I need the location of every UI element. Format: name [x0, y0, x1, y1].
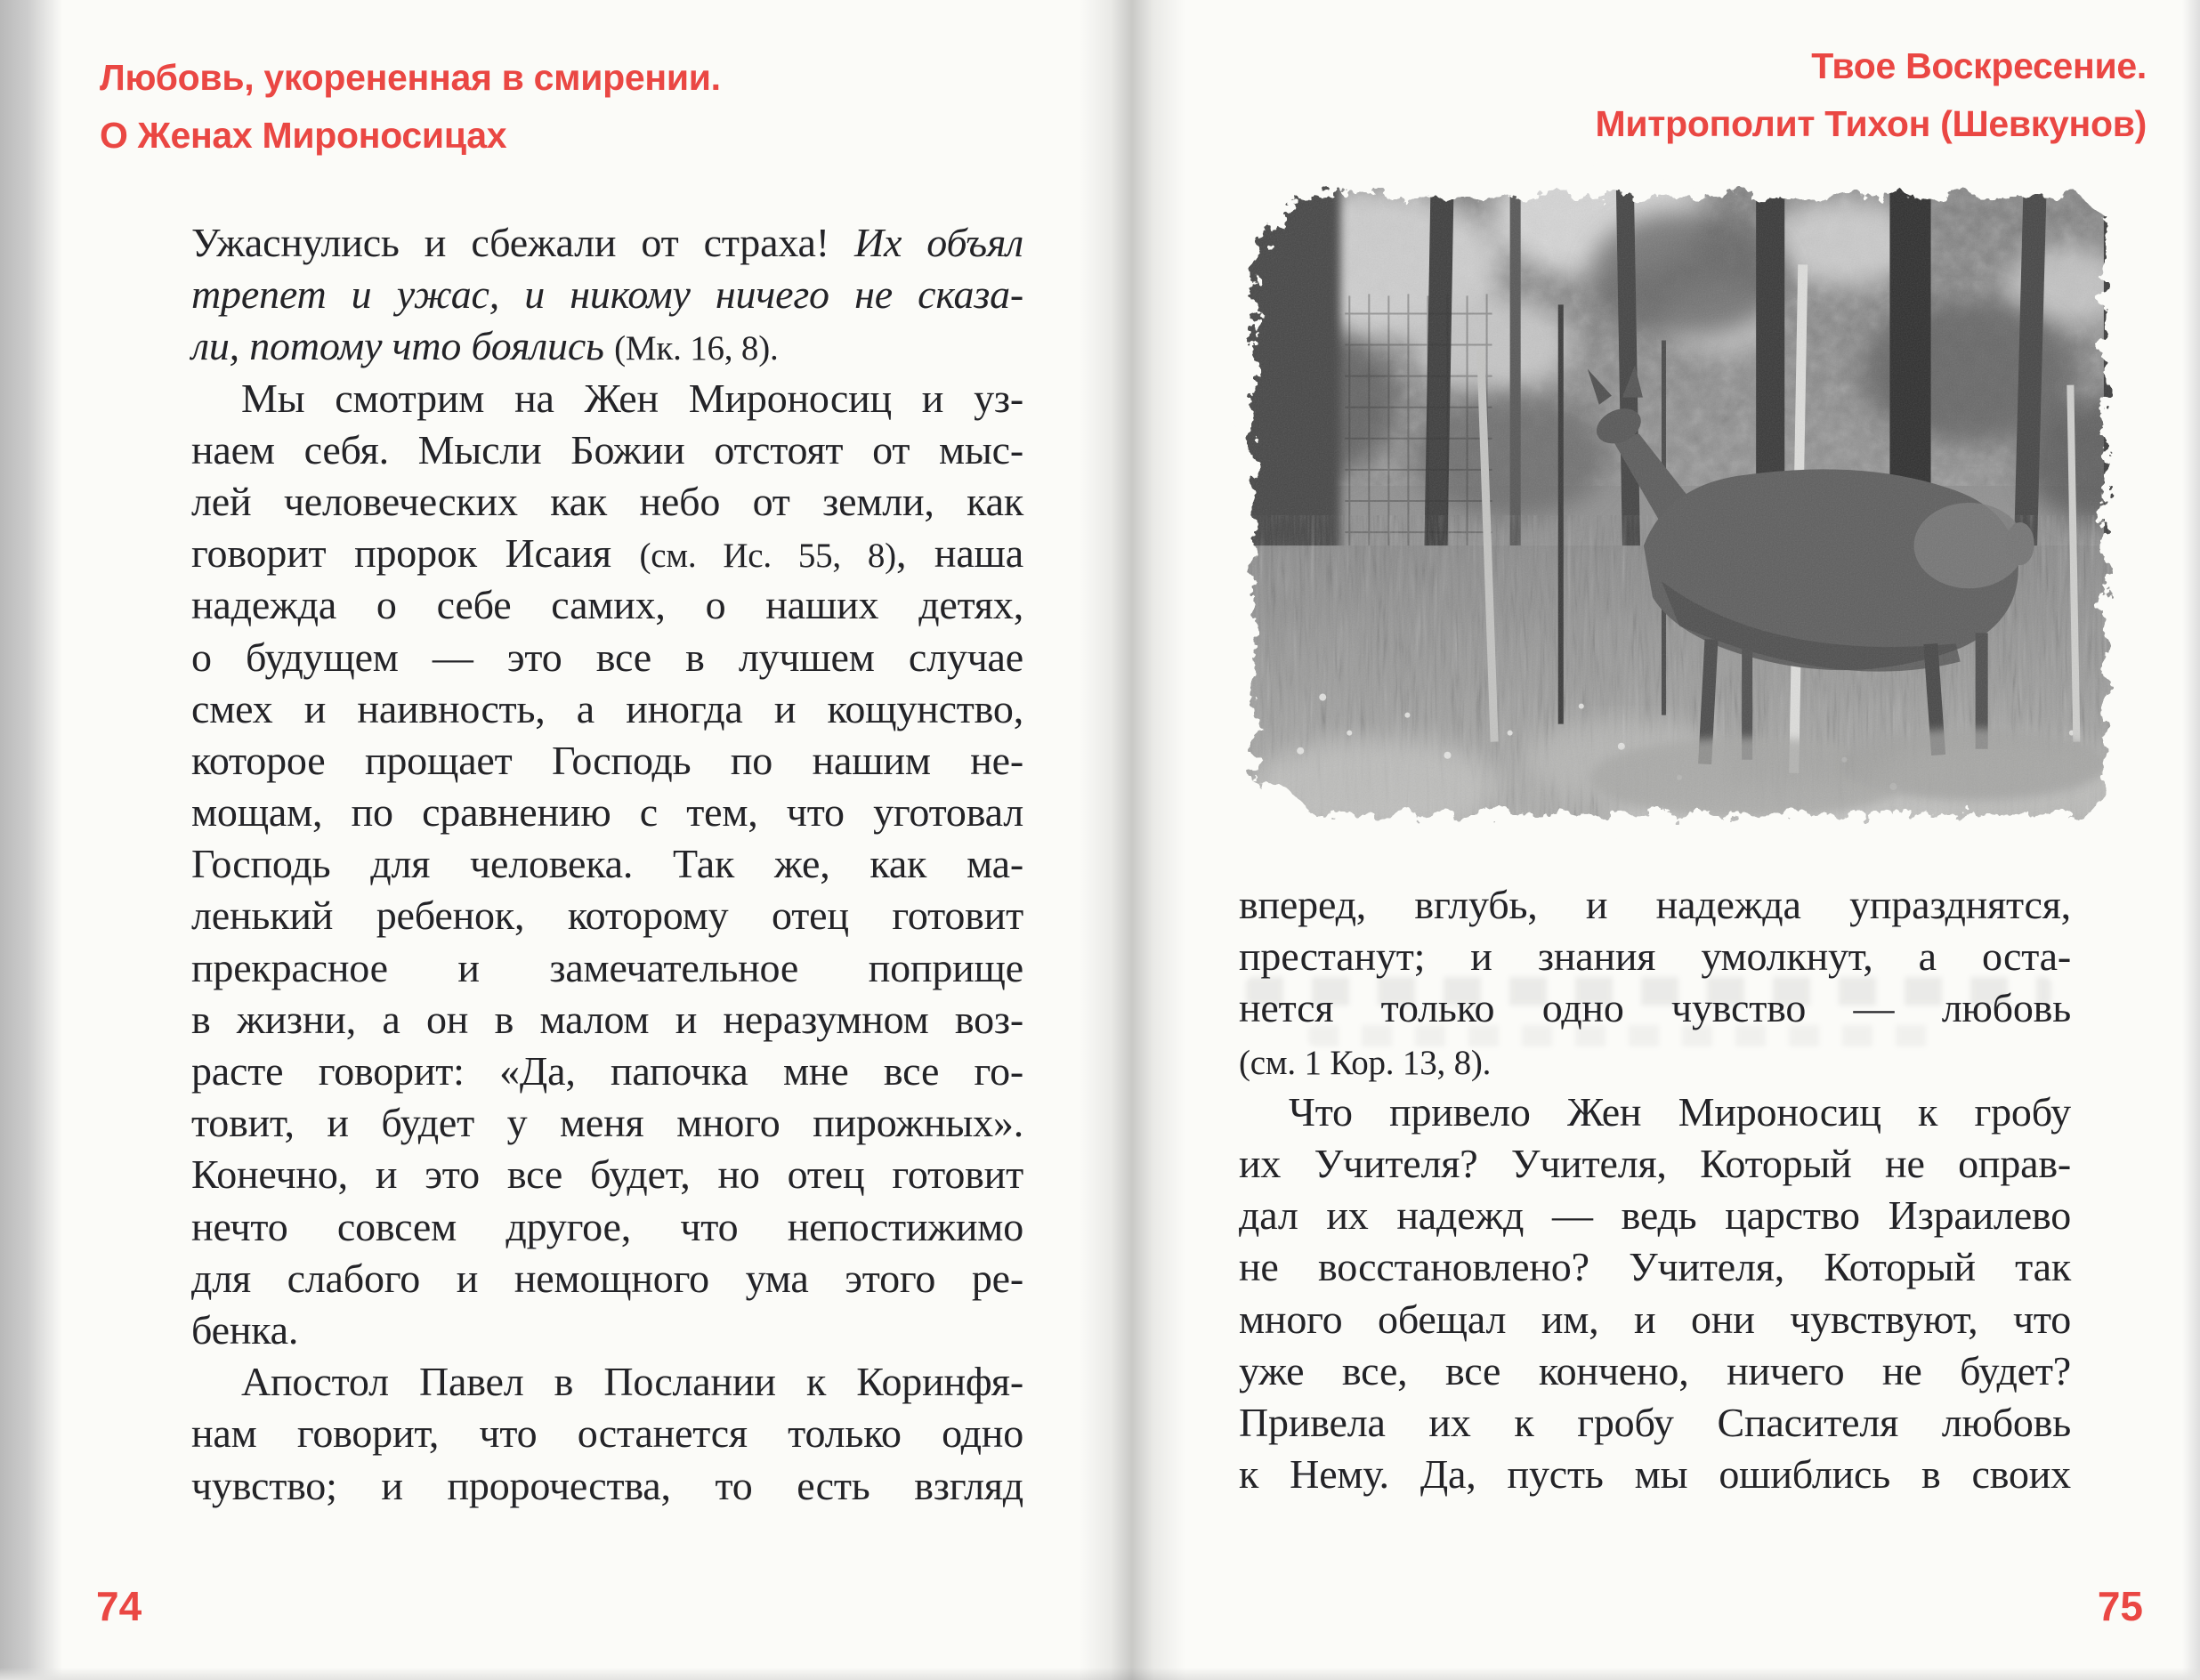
deer-forest-photo [1216, 162, 2143, 849]
running-header-right-line1: Твое Воскресение. [1811, 45, 2147, 86]
text-line: Конечно, и это все будет, но отец готовит [191, 1151, 1023, 1198]
scan-edge-right [2182, 0, 2200, 1680]
text-line: мощам, по сравнению с тем, что уготовал [191, 789, 1023, 836]
text-line: трепет и ужас, и никому ничего не сказа- [191, 271, 1023, 318]
running-header-right-line2: Митрополит Тихон (Шевкунов) [1595, 103, 2147, 144]
text-line: в жизни, а он в малом и неразумном воз- [191, 996, 1023, 1042]
text-line: ли, потому что боялись (Мк. 16, 8). [191, 323, 779, 369]
page-number-right: 75 [2097, 1583, 2143, 1629]
text-line: престанут; и знания умолкнут, а оста- [1239, 933, 2071, 980]
text-line: бенка. [191, 1306, 299, 1353]
text-line: прекрасное и замечательное поприще [191, 944, 1023, 990]
text-line: ленький ребенок, которому отец готовит [191, 892, 1023, 939]
text-line: Господь для человека. Так же, как ма- [191, 841, 1023, 887]
text-line: Ужаснулись и сбежали от страха! Их объял [191, 220, 1023, 265]
text-line: лей человеческих как небо от земли, как [191, 478, 1023, 524]
text-line: нам говорит, что останется только одно [191, 1410, 1023, 1457]
text-line: которое прощает Господь по нашим не- [191, 737, 1023, 783]
text-line: дал их надежд — ведь царство Израилево [1239, 1192, 2071, 1239]
text-line: Мы смотрим на Жен Мироносиц и уз- [241, 375, 1023, 421]
running-header-left-line2: О Женах Мироносицах [100, 115, 507, 156]
text-line: к Нему. Да, пусть мы ошиблись в своих [1239, 1451, 2071, 1498]
running-header-left [100, 49, 721, 165]
deer-forest-photo-art [1216, 162, 2143, 849]
text-line: Апостол Павел в Послании к Коринфя- [241, 1359, 1023, 1405]
text-line: нется только одно чувство — любовь [1239, 985, 2071, 1031]
text-line: чувство; и пророчества, то есть взгляд [191, 1462, 1023, 1508]
book-gutter-shadow [1079, 0, 1185, 1680]
body-text-right [1239, 879, 2071, 1500]
scan-edge-left [0, 0, 62, 1680]
text-line: наем себя. Мысли Божии отстоят от мыс- [191, 426, 1023, 472]
text-line: товит, и будет у меня много пирожных». [191, 1100, 1023, 1146]
text-line: Что привело Жен Мироносиц к гробу [1289, 1088, 2071, 1135]
text-line: Привела их к гробу Спасителя любовь [1239, 1399, 2071, 1445]
running-header-left-line1: Любовь, укорененная в смирении. [100, 57, 721, 98]
text-line: говорит пророк Исаия (см. Ис. 55, 8), наша [191, 530, 1023, 577]
text-line: нечто совсем другое, что непостижимо [191, 1203, 1023, 1249]
page-number-left: 74 [96, 1583, 142, 1629]
text-line: смех и наивность, а иногда и кощунство, [191, 685, 1023, 731]
text-line: о будущем — это все в лучшем случае [191, 634, 1023, 680]
text-line: вперед, вглубь, и надежда упразднятся, [1239, 882, 2071, 927]
text-line: много обещал им, и они чувствуют, что [1239, 1296, 2071, 1342]
text-line: уже все, все кончено, ничего не будет? [1239, 1347, 2071, 1393]
body-text-left [191, 217, 1023, 1512]
text-line: для слабого и немощного ума этого ре- [191, 1255, 1023, 1301]
text-line: расте говорит: «Да, папочка мне все го- [191, 1048, 1023, 1094]
text-line: их Учителя? Учителя, Который не оправ- [1239, 1140, 2071, 1186]
text-line: (см. 1 Кор. 13, 8). [1239, 1043, 1492, 1082]
text-line: надежда о себе самих, о наших детях, [191, 582, 1023, 628]
text-line: не восстановлено? Учителя, Который так [1239, 1244, 2071, 1290]
running-header-right [1596, 37, 2147, 153]
